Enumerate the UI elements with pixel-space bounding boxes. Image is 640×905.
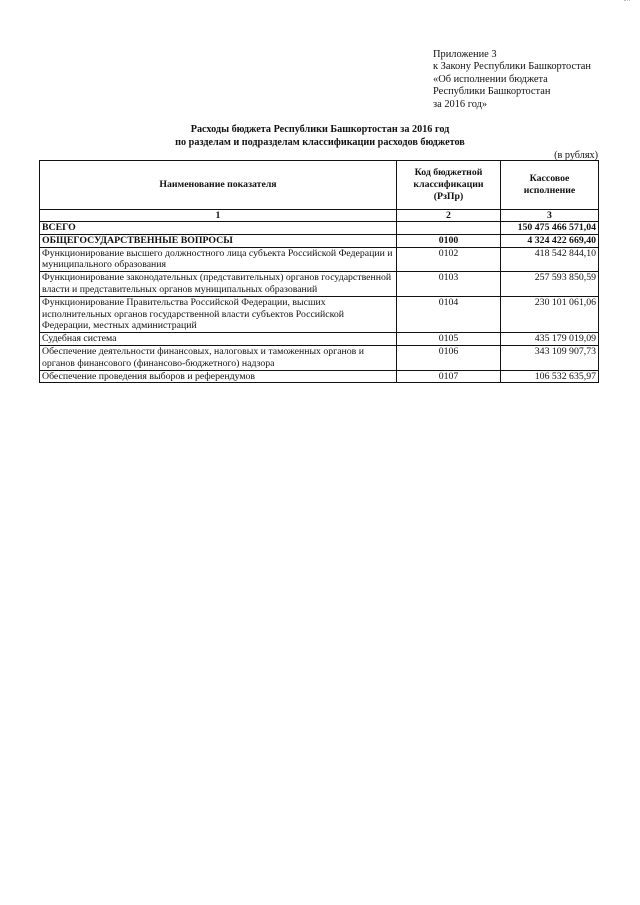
units-note: (в рублях) <box>554 150 598 161</box>
row-code-cell: 0102 <box>397 247 501 272</box>
row-amount-cell: 106 532 635,97 <box>501 370 599 383</box>
row-amount-cell: 230 101 061,06 <box>501 296 599 332</box>
table-row <box>40 296 599 332</box>
row-name-cell: ВСЕГО <box>40 222 397 235</box>
appendix-line: за 2016 год» <box>433 98 488 110</box>
row-amount-cell: 257 593 850,59 <box>501 272 599 297</box>
appendix-line: Республики Башкортостан <box>433 86 551 98</box>
row-name-cell: Обеспечение деятельности финансовых, налоговых и таможенных органов и органов финансового (финансово-бюджетного) надзора <box>40 345 397 370</box>
appendix-line: к Закону Республики Башкортостан <box>433 61 591 73</box>
row-name-cell: Функционирование высшего должностного лица субъекта Российской Федерации и муниципального образования <box>40 247 397 272</box>
row-code-cell: 0106 <box>397 345 501 370</box>
table-row <box>40 247 599 272</box>
appendix-line: «Об исполнении бюджета <box>433 73 548 85</box>
row-name-cell: Судебная система <box>40 333 397 346</box>
column-number: 1 <box>40 210 397 222</box>
title-line-2: по разделам и подразделам классификации расходов бюджетов <box>175 136 465 148</box>
row-name-cell: Функционирование Правительства Российской Федерации, высших исполнительных органов государственной власти субъектов Российской Федерации, местных администраций <box>40 296 397 332</box>
row-name-cell: ОБЩЕГОСУДАРСТВЕННЫЕ ВОПРОСЫ <box>40 234 397 247</box>
row-code-cell: 0100 <box>397 234 501 247</box>
row-code-cell: 0103 <box>397 272 501 297</box>
row-code-cell: 0107 <box>397 370 501 383</box>
row-amount-cell: 150 475 466 571,04 <box>501 222 599 235</box>
table-row <box>40 272 599 297</box>
table-row <box>40 345 599 370</box>
row-name-cell: Обеспечение проведения выборов и референдумов <box>40 370 397 383</box>
row-amount-cell: 4 324 422 669,40 <box>501 234 599 247</box>
appendix-line: Приложение 3 <box>433 49 497 60</box>
column-number: 3 <box>501 210 599 222</box>
column-number-row <box>40 210 599 222</box>
row-name-cell: Функционирование законодательных (представительных) органов государственной власти и представительных органов муниципальных образований <box>40 272 397 297</box>
document-title <box>40 124 600 149</box>
row-code-cell: 0104 <box>397 296 501 332</box>
header-name: Наименование показателя <box>40 161 397 210</box>
table-body <box>40 222 599 383</box>
table-header-row <box>40 161 599 210</box>
table-row <box>40 333 599 346</box>
table-row <box>40 370 599 383</box>
appendix-note <box>433 49 633 111</box>
table-row <box>40 222 599 235</box>
row-amount-cell: 418 542 844,10 <box>501 247 599 272</box>
header-amount: Кассовое исполнение <box>501 161 599 210</box>
row-amount-cell: 435 179 019,09 <box>501 333 599 346</box>
row-code-cell: 0105 <box>397 333 501 346</box>
table-row <box>40 234 599 247</box>
row-code-cell <box>397 222 501 235</box>
row-amount-cell: 343 109 907,73 <box>501 345 599 370</box>
expenditure-table <box>39 160 599 383</box>
header-code: Код бюджетной классификации (РзПр) <box>397 161 501 210</box>
scan-artifact <box>624 0 630 3</box>
column-number: 2 <box>397 210 501 222</box>
title-line-1: Расходы бюджета Республики Башкортостан за 2016 год <box>190 124 450 135</box>
